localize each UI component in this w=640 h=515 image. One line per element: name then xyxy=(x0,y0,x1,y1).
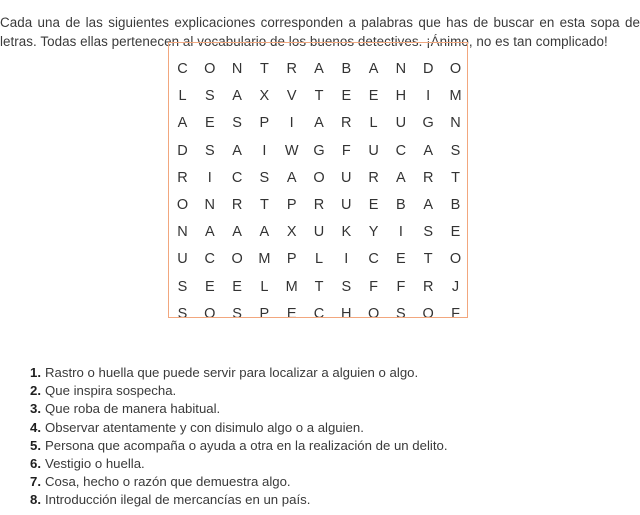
grid-letter: S xyxy=(177,305,188,318)
grid-letter: A xyxy=(204,224,215,241)
grid-letter: A xyxy=(177,115,188,132)
clue-text: Que roba de manera habitual. xyxy=(45,401,221,417)
grid-letter: O xyxy=(422,305,434,318)
clue-text: Introducción ilegal de mercancías en un país. xyxy=(45,492,311,508)
grid-letter: M xyxy=(258,251,271,268)
grid-letter: E xyxy=(204,278,215,295)
grid-letter: C xyxy=(313,305,325,318)
grid-letter: X xyxy=(259,88,270,105)
grid-letter: I xyxy=(398,224,403,241)
grid-letter: S xyxy=(232,115,242,132)
grid-letter: R xyxy=(231,197,243,213)
grid-letter: L xyxy=(178,88,187,105)
grid-letter: A xyxy=(286,169,297,186)
clue-number: 6. xyxy=(30,455,41,471)
grid-row xyxy=(169,57,468,81)
grid-letter: A xyxy=(314,115,324,132)
clue-item xyxy=(30,437,448,455)
grid-letter: A xyxy=(259,224,270,241)
grid-letter: P xyxy=(286,251,297,268)
clue-number: 2. xyxy=(30,383,41,399)
grid-letter: U xyxy=(313,224,325,241)
grid-letter: V xyxy=(286,88,297,105)
clue-number: 8. xyxy=(30,492,41,508)
clue-text: Rastro o huella que puede servir para localizar a alguien o algo. xyxy=(45,365,419,380)
grid-letter: S xyxy=(177,278,188,295)
grid-letter: S xyxy=(450,142,461,159)
instructions-paragraph: Cada una de las siguientes explicaciones corresponden a palabras que has de buscar en esta sopa de letras. Todas ellas pertenecen al vocabulario de los buenos detectives. ¡Ánimo, no es tan complicado! xyxy=(0,15,640,50)
clue-text: Que inspira sospecha. xyxy=(45,383,177,399)
grid-letter: G xyxy=(313,142,325,159)
grid-letter: O xyxy=(231,251,243,268)
grid-letter: I xyxy=(207,169,212,186)
grid-row xyxy=(169,220,468,244)
grid-letter: U xyxy=(177,251,188,268)
grid-letter: C xyxy=(177,61,188,77)
grid-letter: T xyxy=(423,251,433,268)
grid-letter: B xyxy=(341,61,352,77)
clue-number: 1. xyxy=(30,365,41,380)
grid-letter: P xyxy=(259,305,270,318)
grid-letter: D xyxy=(177,142,188,159)
clue-item xyxy=(30,382,448,400)
grid-row xyxy=(169,247,468,271)
grid-letter: U xyxy=(395,115,407,132)
grid-letter: U xyxy=(341,197,352,213)
clue-text: Observar atentamente y con disimulo algo o a alguien. xyxy=(45,419,364,435)
clue-text: Vestigio o huella. xyxy=(45,455,145,471)
word-search-grid xyxy=(168,42,468,318)
grid-letter: O xyxy=(367,305,380,318)
grid-letter: B xyxy=(450,197,461,213)
grid-letter: K xyxy=(341,224,352,241)
grid-letter: A xyxy=(232,224,242,241)
grid-row xyxy=(169,302,468,318)
grid-letter: Y xyxy=(368,224,379,241)
clue-number: 4. xyxy=(30,419,41,435)
grid-letter: O xyxy=(449,61,462,77)
grid-letter: R xyxy=(286,61,297,77)
grid-letter: H xyxy=(341,305,352,318)
grid-row xyxy=(169,275,468,299)
clue-item xyxy=(30,473,448,491)
grid-letter: D xyxy=(422,61,434,77)
grid-letter: C xyxy=(368,251,379,268)
grid-letter: N xyxy=(204,197,216,213)
grid-letter: R xyxy=(313,197,325,213)
grid-letter: C xyxy=(395,142,407,159)
grid-row xyxy=(169,139,468,163)
grid-letter: N xyxy=(231,61,243,77)
grid-letter: N xyxy=(177,224,188,241)
grid-letter: X xyxy=(286,224,297,241)
grid-letter: U xyxy=(341,169,352,186)
grid-letter: T xyxy=(259,197,269,213)
grid-letter: C xyxy=(204,251,216,268)
grid-letter: I xyxy=(426,88,431,105)
grid-letter: O xyxy=(449,251,462,268)
grid-row xyxy=(169,84,468,108)
grid-letter: J xyxy=(451,278,460,295)
grid-letter: L xyxy=(260,278,269,295)
grid-letter: A xyxy=(314,61,324,77)
grid-letter: A xyxy=(423,142,434,159)
grid-letter: A xyxy=(423,197,434,213)
clue-number: 5. xyxy=(30,437,41,453)
clue-text: Persona que acompaña o ayuda a otra en la realización de un delito. xyxy=(45,437,448,453)
grid-letter: M xyxy=(449,88,462,105)
grid-letter: E xyxy=(204,115,215,132)
grid-letter: S xyxy=(232,305,242,318)
grid-letter: S xyxy=(204,142,215,159)
grid-letter: E xyxy=(396,251,406,268)
grid-letter: B xyxy=(396,197,406,213)
grid-letter: R xyxy=(341,115,352,132)
grid-letter: F xyxy=(341,142,351,159)
grid-letter: A xyxy=(232,88,242,105)
clue-item xyxy=(30,491,448,509)
grid-letter: O xyxy=(204,61,216,77)
clue-text: Cosa, hecho o razón que demuestra algo. xyxy=(45,474,291,490)
grid-letter: I xyxy=(262,142,267,159)
grid-letter: E xyxy=(341,88,352,105)
clue-list xyxy=(30,364,448,510)
grid-letter: R xyxy=(422,169,434,186)
grid-row xyxy=(169,166,468,190)
clue-item xyxy=(30,364,448,382)
clue-number: 7. xyxy=(30,474,41,490)
grid-letter: E xyxy=(450,224,461,241)
grid-letter: L xyxy=(369,115,378,132)
grid-letter: S xyxy=(341,278,352,295)
grid-letter: O xyxy=(313,169,325,186)
grid-letter: E xyxy=(232,278,242,295)
grid-letter: S xyxy=(396,305,406,318)
grid-letter: I xyxy=(344,251,349,268)
grid-letter: T xyxy=(314,278,324,295)
grid-letter: S xyxy=(204,88,215,105)
grid-letter: T xyxy=(314,88,324,105)
grid-row xyxy=(169,193,468,217)
grid-letter: C xyxy=(231,169,243,186)
grid-letter: F xyxy=(369,278,379,295)
grid-letter: N xyxy=(395,61,407,77)
grid-row xyxy=(169,111,468,135)
clue-number: 3. xyxy=(30,401,41,417)
grid-letter: T xyxy=(451,169,460,186)
grid-letter: H xyxy=(395,88,407,105)
grid-letter: P xyxy=(286,197,297,213)
grid-letter: A xyxy=(232,142,242,159)
grid-letter: A xyxy=(396,169,406,186)
grid-letter: E xyxy=(286,305,297,318)
grid-letter: I xyxy=(289,115,294,132)
grid-letter: L xyxy=(314,251,324,268)
grid-letter: S xyxy=(259,169,270,186)
grid-letter: R xyxy=(368,169,379,186)
grid-letter: W xyxy=(284,142,299,159)
grid-letter: M xyxy=(285,278,298,295)
clue-item xyxy=(30,419,448,437)
clue-item xyxy=(30,455,448,473)
grid-letter: T xyxy=(259,61,269,77)
grid-letter: R xyxy=(422,278,434,295)
grid-letter: U xyxy=(368,142,379,159)
grid-letter: E xyxy=(368,88,379,105)
grid-letter: A xyxy=(368,61,379,77)
grid-letter: O xyxy=(204,305,216,318)
grid-letter: S xyxy=(423,224,434,241)
grid-letter: F xyxy=(396,278,406,295)
grid-letter: P xyxy=(259,115,270,132)
grid-letter: E xyxy=(368,197,379,213)
grid-letter: F xyxy=(451,305,460,318)
clue-item xyxy=(30,400,448,418)
grid-letter: O xyxy=(176,197,189,213)
grid-letter: R xyxy=(177,169,188,186)
grid-letter: N xyxy=(450,115,461,132)
grid-letter: G xyxy=(422,115,434,132)
